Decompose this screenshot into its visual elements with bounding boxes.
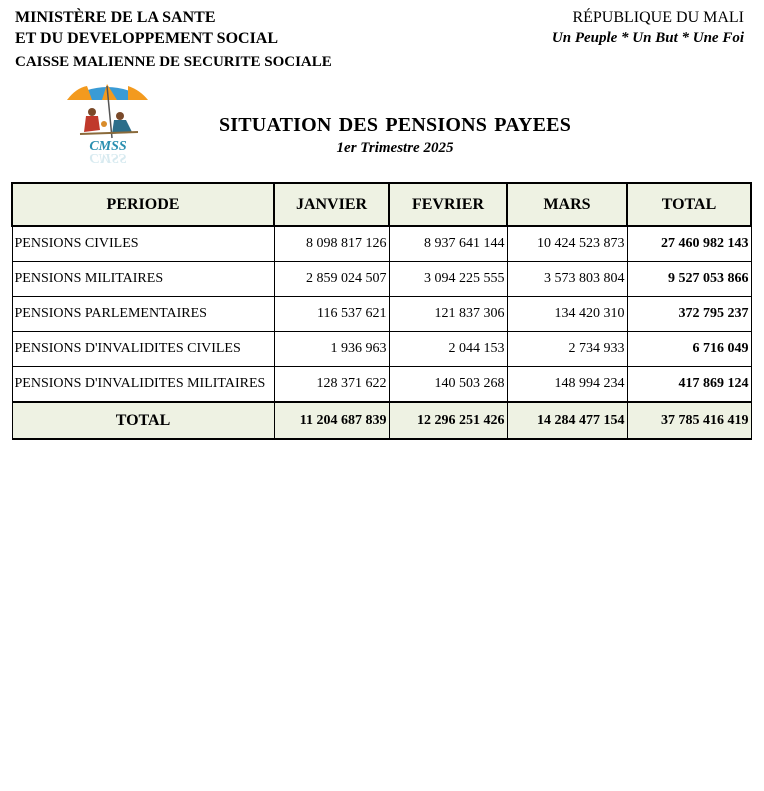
umbrella-logo-icon bbox=[62, 80, 172, 172]
row-label: PENSIONS PARLEMENTAIRES bbox=[12, 297, 274, 332]
cell-total: 27 460 982 143 bbox=[627, 226, 751, 262]
republic-header bbox=[552, 7, 744, 49]
row-label: PENSIONS MILITAIRES bbox=[12, 262, 274, 297]
cmss-logo bbox=[62, 80, 172, 172]
cell-fevrier: 140 503 268 bbox=[389, 367, 507, 403]
cell-fevrier: 121 837 306 bbox=[389, 297, 507, 332]
cell-mars: 134 420 310 bbox=[507, 297, 627, 332]
cell-janvier: 1 936 963 bbox=[274, 332, 389, 367]
row-label: PENSIONS D'INVALIDITES CIVILES bbox=[12, 332, 274, 367]
country-name: RÉPUBLIQUE DU MALI bbox=[572, 9, 744, 26]
pensions-table bbox=[11, 182, 752, 440]
row-label: PENSIONS D'INVALIDITES MILITAIRES bbox=[12, 367, 274, 403]
cell-total: 6 716 049 bbox=[627, 332, 751, 367]
table-row bbox=[12, 297, 751, 332]
table-header-row bbox=[12, 183, 751, 226]
document-subtitle: 1er Trimestre 2025 bbox=[336, 140, 454, 156]
national-motto: Un Peuple * Un But * Une Foi bbox=[551, 30, 744, 46]
cell-janvier: 2 859 024 507 bbox=[274, 262, 389, 297]
col-header-periode: PERIODE bbox=[12, 183, 274, 226]
table-row bbox=[12, 332, 751, 367]
cell-janvier: 116 537 621 bbox=[274, 297, 389, 332]
total-row bbox=[12, 402, 751, 439]
total-mars: 14 284 477 154 bbox=[507, 402, 627, 439]
col-header-mars: MARS bbox=[507, 183, 627, 226]
logo-text: CMSS bbox=[89, 139, 127, 154]
row-label: PENSIONS CIVILES bbox=[12, 226, 274, 262]
document-title: SITUATION DES PENSIONS PAYEES bbox=[218, 114, 572, 136]
cell-fevrier: 8 937 641 144 bbox=[389, 226, 507, 262]
cell-mars: 2 734 933 bbox=[507, 332, 627, 367]
col-header-fevrier: FEVRIER bbox=[389, 183, 507, 226]
cell-total: 417 869 124 bbox=[627, 367, 751, 403]
cell-mars: 148 994 234 bbox=[507, 367, 627, 403]
table-row bbox=[12, 226, 751, 262]
total-fevrier: 12 296 251 426 bbox=[389, 402, 507, 439]
agency-name: CAISSE MALIENNE DE SECURITE SOCIALE bbox=[15, 54, 332, 70]
cell-mars: 3 573 803 804 bbox=[507, 262, 627, 297]
ministry-header bbox=[15, 7, 332, 73]
table-row bbox=[12, 262, 751, 297]
col-header-janvier: JANVIER bbox=[274, 183, 389, 226]
cell-fevrier: 2 044 153 bbox=[389, 332, 507, 367]
total-janvier: 11 204 687 839 bbox=[274, 402, 389, 439]
grand-total: 37 785 416 419 bbox=[627, 402, 751, 439]
cell-fevrier: 3 094 225 555 bbox=[389, 262, 507, 297]
cell-total: 372 795 237 bbox=[627, 297, 751, 332]
col-header-total: TOTAL bbox=[627, 183, 751, 226]
logo-reflection: CMSS bbox=[89, 150, 127, 165]
total-label: TOTAL bbox=[12, 402, 274, 439]
table-row bbox=[12, 367, 751, 403]
cell-janvier: 128 371 622 bbox=[274, 367, 389, 403]
ministry-line-1: MINISTÈRE DE LA SANTE bbox=[15, 9, 216, 26]
cell-total: 9 527 053 866 bbox=[627, 262, 751, 297]
cell-mars: 10 424 523 873 bbox=[507, 226, 627, 262]
cell-janvier: 8 098 817 126 bbox=[274, 226, 389, 262]
ministry-line-2: ET DU DEVELOPPEMENT SOCIAL bbox=[15, 30, 279, 47]
